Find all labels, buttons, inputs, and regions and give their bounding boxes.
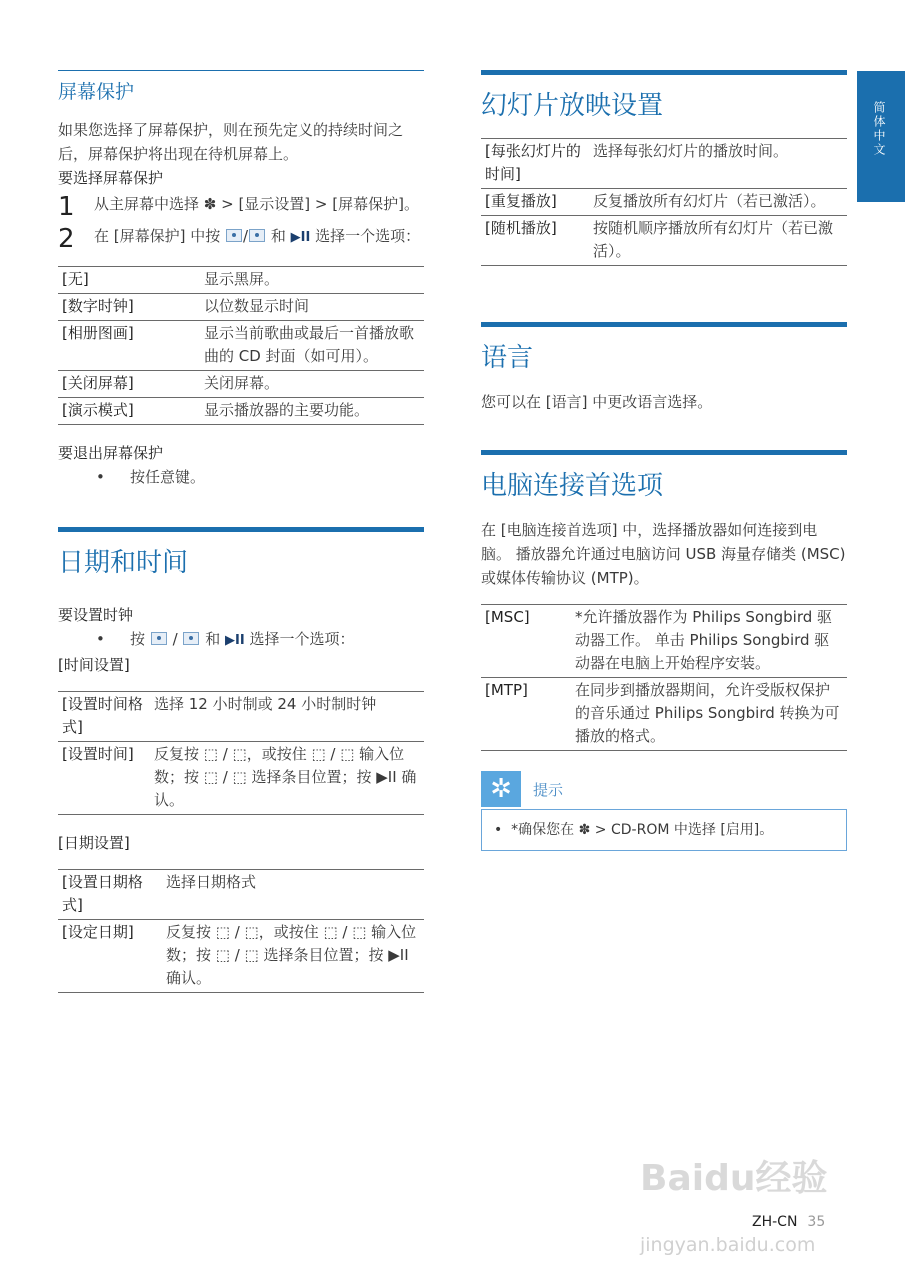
bullet-dot: •: [96, 630, 105, 648]
bullet-dot: •: [96, 468, 105, 486]
bullet-part-b: 和: [205, 630, 221, 648]
play-pause-icon: ▶II: [225, 633, 245, 648]
step-text: 从主屏幕中选择 ✽ > [显示设置] > [屏幕保护]。: [94, 195, 419, 213]
option-key: [数字时钟]: [62, 297, 134, 315]
setting-key: [设置时间格式]: [62, 695, 143, 736]
table-row: [58, 742, 424, 815]
baidu-watermark-url: jingyan.baidu.com: [640, 1234, 816, 1256]
setting-value: 反复播放所有幻灯片（若已激活）。: [593, 192, 826, 210]
setting-key: [随机播放]: [485, 219, 557, 237]
setting-key: [设置时间]: [62, 745, 134, 763]
bullet-dot: •: [494, 822, 512, 838]
slideshow-heading: 幻灯片放映设置: [481, 70, 847, 122]
language-heading: 语言: [481, 322, 847, 374]
page-footer: [752, 1214, 825, 1230]
set-clock-label: 要设置时钟: [58, 606, 134, 624]
footer-lang: ZH-CN: [752, 1214, 798, 1230]
left-column: [58, 70, 424, 993]
step-1: [58, 192, 424, 222]
up-key-icon: [226, 229, 242, 242]
option-value: 以位数显示时间: [204, 297, 310, 315]
play-pause-icon: ▶II: [290, 230, 311, 245]
bullet-part-c: 选择一个选项：: [249, 630, 355, 648]
screensaver-intro: 如果您选择了屏幕保护，则在预先定义的持续时间之后，屏幕保护将出现在待机屏幕上。: [58, 121, 404, 163]
option-key: [演示模式]: [62, 401, 134, 419]
up-key-icon: [151, 632, 167, 645]
setting-value: 选择每张幻灯片的播放时间。: [593, 142, 789, 160]
table-row: [58, 692, 424, 742]
tip-header: [481, 771, 847, 807]
bullet-text: 按任意键。: [130, 468, 206, 486]
option-value: 显示播放器的主要功能。: [204, 401, 370, 419]
exit-bullet: [58, 465, 424, 489]
setting-value: 按随机顺序播放所有幻灯片（若已激活）。: [593, 219, 834, 260]
pc-connection-text: 在 [电脑连接首选项] 中，选择播放器如何连接到电脑。 播放器允许通过电脑访问 USB 海量存储类 (MSC) 或媒体传输协议 (MTP)。: [481, 521, 846, 587]
table-row: [481, 678, 847, 751]
option-key: [无]: [62, 270, 89, 288]
pc-connection-table: [481, 604, 847, 751]
tip-box: [481, 809, 847, 851]
setting-key: [设定日期]: [62, 923, 134, 941]
tip-text: *确保您在 ✽ > CD-ROM 中选择 [启用]。: [511, 822, 774, 838]
table-row: [58, 870, 424, 920]
set-clock-bullet: [58, 627, 424, 653]
step-number: 2: [58, 224, 75, 254]
bullet-part-a: 按: [130, 630, 146, 648]
setting-key: [每张幻灯片的时间]: [485, 142, 581, 183]
down-key-icon: [183, 632, 199, 645]
setting-key: [重复播放]: [485, 192, 557, 210]
step2-part-a: 在 [屏幕保护] 中按: [94, 227, 221, 245]
down-key-icon: [249, 229, 265, 242]
tip-icon: ✲: [481, 771, 521, 807]
screensaver-heading: 屏幕保护: [58, 70, 424, 104]
tip-label: 提示: [533, 780, 564, 799]
step-2: [58, 224, 424, 254]
time-settings-label: [时间设置]: [58, 656, 130, 674]
side-tab-label: 简体中文: [872, 101, 886, 157]
pc-connection-heading: 电脑连接首选项: [481, 450, 847, 502]
language-side-tab: [857, 71, 905, 202]
setting-value: 反复按 ⬚ / ⬚，或按住 ⬚ / ⬚ 输入位数；按 ⬚ / ⬚ 选择条目位置；按 ▶II 确认。: [166, 923, 417, 987]
setting-value: 选择日期格式: [166, 873, 257, 891]
table-row: [58, 920, 424, 993]
option-value: 关闭屏幕。: [204, 374, 280, 392]
setting-value: 选择 12 小时制或 24 小时制时钟: [154, 695, 377, 713]
language-text: 您可以在 [语言] 中更改语言选择。: [481, 393, 713, 411]
slideshow-table: [481, 138, 847, 266]
setting-key: [设置日期格式]: [62, 873, 143, 914]
step-text: 在 [屏幕保护] 中按 / 和 ▶II 选择一个选项：: [94, 227, 421, 245]
datetime-heading: 日期和时间: [58, 527, 424, 579]
table-row: [58, 321, 424, 371]
bullet-text: [130, 627, 354, 653]
date-settings-table: [58, 869, 424, 993]
setting-key: [MTP]: [485, 681, 528, 699]
step2-part-b: 和: [270, 227, 286, 245]
table-row: [58, 294, 424, 321]
screensaver-options-table: [58, 266, 424, 425]
exit-label: 要退出屏幕保护: [58, 444, 164, 462]
step-number: 1: [58, 192, 75, 222]
table-row: [481, 189, 847, 216]
table-row: [481, 139, 847, 189]
page-number: 35: [807, 1214, 826, 1230]
baidu-watermark: Baidu经验: [640, 1158, 828, 1199]
table-row: [481, 605, 847, 678]
setting-value: 反复按 ⬚ / ⬚，或按住 ⬚ / ⬚ 输入位数；按 ⬚ / ⬚ 选择条目位置；按 ▶II 确认。: [154, 745, 417, 809]
date-settings-label: [日期设置]: [58, 834, 130, 852]
option-value: 显示黑屏。: [204, 270, 280, 288]
screensaver-select-label: 要选择屏幕保护: [58, 169, 164, 187]
setting-key: [MSC]: [485, 608, 530, 626]
setting-value: *允许播放器作为 Philips Songbird 驱动器工作。 单击 Philips Songbird 驱动器在电脑上开始程序安装。: [575, 608, 833, 672]
table-row: [58, 371, 424, 398]
table-row: [58, 267, 424, 294]
option-value: 显示当前歌曲或最后一首播放歌曲的 CD 封面（如可用）。: [204, 324, 415, 365]
setting-value: 在同步到播放器期间，允许受版权保护的音乐通过 Philips Songbird 转换为可播放的格式。: [575, 681, 840, 745]
table-row: [481, 216, 847, 266]
table-row: [58, 398, 424, 425]
step2-part-c: 选择一个选项：: [315, 227, 421, 245]
option-key: [关闭屏幕]: [62, 374, 134, 392]
bullet-sep: /: [172, 630, 178, 648]
option-key: [相册图画]: [62, 324, 134, 342]
time-settings-table: [58, 691, 424, 815]
right-column: [481, 70, 847, 851]
